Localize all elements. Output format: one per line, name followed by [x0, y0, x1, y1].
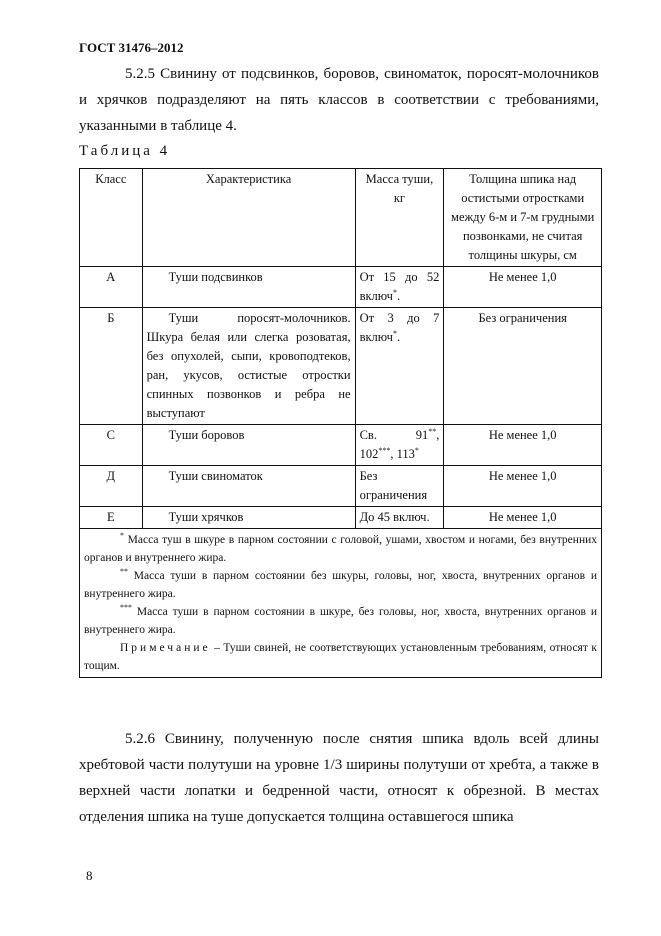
cell-characteristic: Туши подсвинков — [142, 267, 355, 308]
cell-mass: От 15 до 52 включ*. — [355, 267, 444, 308]
cell-thickness: Без ограничения — [444, 308, 602, 425]
footnote: *** Масса туши в парном состоянии в шкуре, без головы, ног, хвоста, внутренних органов и внутреннего жира. — [84, 603, 597, 636]
table-row — [80, 466, 602, 507]
table-notes — [80, 529, 602, 678]
cell-characteristic: Туши свиноматок — [142, 466, 355, 507]
table-notes-row — [80, 529, 602, 678]
cell-characteristic: Туши поросят-молочников. Шкура белая или слегка розоватая, без опухолей, сыпи, кровоподтеков, ран, укусов, остистые отростки спинных позвонков и ребра не выступают — [142, 308, 355, 425]
cell-class: А — [80, 267, 143, 308]
cell-class: Е — [80, 507, 143, 529]
paragraph-5-2-6: 5.2.6 Свинину, полученную после снятия шпика вдоль всей длины хребтовой части полутуши на уровне 1/3 ширины полутуши от хребта, а также в верхней части лопатки и бедренной части, относят к обрезной. В местах отделения шпика на туше допускается толщина оставшегося шпика — [79, 731, 599, 825]
document-header: ГОСТ 31476–2012 — [79, 40, 184, 55]
table-row — [80, 507, 602, 529]
header-characteristic: Характеристика — [142, 169, 355, 267]
remark-label: Примечание — [120, 642, 211, 654]
cell-thickness: Не менее 1,0 — [444, 507, 602, 529]
table-row — [80, 267, 602, 308]
paragraph-5-2-5: 5.2.5 Свинину от подсвинков, боровов, свиноматок, поросят-молочников и хрячков подразделяют на пять классов в соответствии с требованиями, указанными в таблице 4. — [79, 66, 599, 134]
page-number: 8 — [86, 868, 93, 883]
cell-class: С — [80, 425, 143, 466]
classes-table — [79, 168, 602, 678]
table-row — [80, 425, 602, 466]
table-caption: Таблица 4 — [79, 143, 171, 159]
header-class: Класс — [80, 169, 143, 267]
cell-thickness: Не менее 1,0 — [444, 425, 602, 466]
cell-mass: Без ограничения — [355, 466, 444, 507]
cell-mass: До 45 включ. — [355, 507, 444, 529]
cell-class: Б — [80, 308, 143, 425]
cell-thickness: Не менее 1,0 — [444, 267, 602, 308]
footnote: * Масса туш в шкуре в парном состоянии с головой, ушами, хвостом и ногами, без внутренних органов и внутреннего жира. — [84, 531, 597, 564]
header-mass: Масса туши, кг — [355, 169, 444, 267]
table-remark — [84, 639, 597, 675]
cell-mass: Св. 91**, 102***, 113* — [355, 425, 444, 466]
cell-characteristic: Туши боровов — [142, 425, 355, 466]
remark-text: – Туши свиней, не соответствующих установленным требованиям, относят к тощим. — [84, 642, 597, 672]
table-row — [80, 308, 602, 425]
table-header-row — [80, 169, 602, 267]
footnote: ** Масса туши в парном состоянии без шкуры, головы, ног, хвоста, внутренних органов и внутреннего жира. — [84, 567, 597, 600]
cell-class: Д — [80, 466, 143, 507]
cell-mass: От 3 до 7 включ*. — [355, 308, 444, 425]
header-thickness: Толщина шпика над остистыми отростками между 6-м и 7-м грудными позвонками, не считая толщины шкуры, см — [444, 169, 602, 267]
cell-characteristic: Туши хрячков — [142, 507, 355, 529]
cell-thickness: Не менее 1,0 — [444, 466, 602, 507]
